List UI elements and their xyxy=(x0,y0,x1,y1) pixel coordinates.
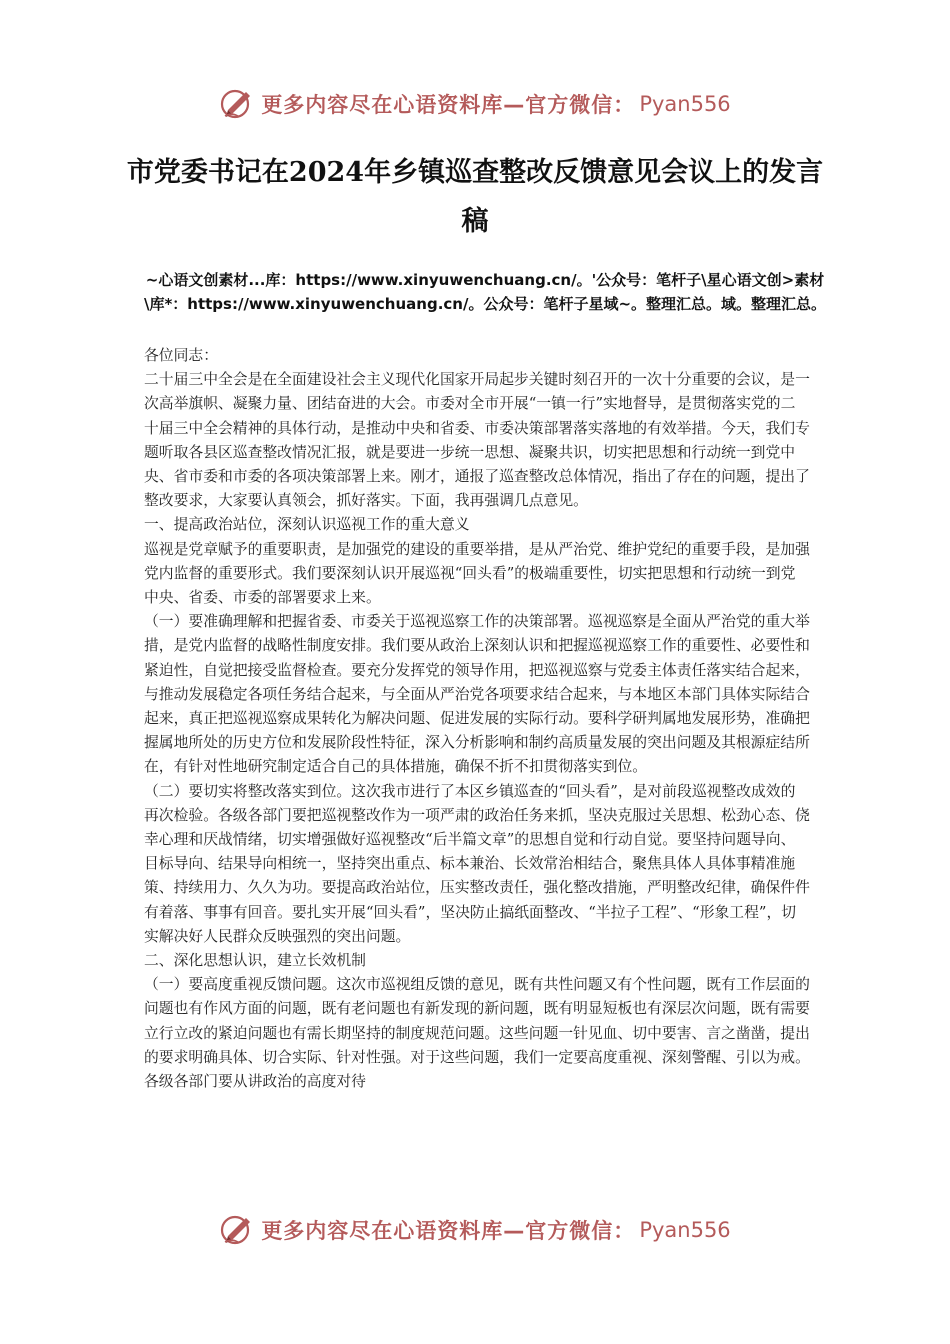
body-paragraph: （一）要高度重视反馈问题。这次市巡视组反馈的意见，既有共性问题又有个性问题，既有工作层面的问题也有作风方面的问题，既有老问题也有新发现的新问题，既有明显短板也有深层次问题，既有需要立行立改的紧迫问题也有需长期坚持的制度规范问题。这些问题一针见血、切中要害、言之凿凿，提出的要求明确具体、切合实际、针对性强。对于这些问题，我们一定要高度重视、深刻警醒、引以为戒。各级各部门要从讲政治的高度对待 xyxy=(144,976,810,1091)
document-source-note: ~心语文创素材...库：https://www.xinyuwenchuang.cn/。'公众号：笔杆子\星心语文创>素材\库*：https://www.xinyuwenchuang.cn/。公众号：笔杆子星域~。整理汇总。域。整理汇总。 xyxy=(143,271,827,313)
footer-banner xyxy=(0,1208,950,1252)
header-banner xyxy=(0,82,950,126)
body-paragraph: （二）要切实将整改落实到位。这次我市进行了本区乡镇巡查的“回头看”，是对前段巡视整改成效的再次检验。各级各部门要把巡视整改作为一项严肃的政治任务来抓，坚决克服过关思想、松劲心态、侥幸心理和厌战情绪，切实增强做好巡视整改“后半篇文章”的思想自觉和行动自觉。要坚持问题导向、目标导向、结果导向相统一，坚持突出重点、标本兼治、长效常治相结合，聚焦具体人具体事精准施策、持续用力、久久为功。要提高政治站位，压实整改责任，强化整改措施，严明整改纪律，确保件件有着落、事事有回音。要扎实开展“回头看”，坚决防止搞纸面整改、“半拉子工程”、“形象工程”，切实解决好人民群众反映强烈的突出问题。 xyxy=(144,782,810,945)
body-paragraph: 二十届三中全会是在全面建设社会主义现代化国家开局起步关键时刻召开的一次十分重要的会议，是一次高举旗帜、凝聚力量、团结奋进的大会。市委对全市开展“一镇一行”实地督导，是贯彻落实党的二十届三中全会精神的具体行动，是推动中央和省委、市委决策部署落实落地的有效举措。今天，我们专题听取各县区巡查整改情况汇报，就是要进一步统一思想、凝聚共识，切实把思想和行动统一到党中央、省市委和市委的各项决策部署上来。刚才，通报了巡查整改总体情况，指出了存在的问题，提出了整改要求，大家要认真领会，抓好落实。下面，我再强调几点意见。 xyxy=(144,371,810,510)
section-heading: 二、深化思想认识，建立长效机制 xyxy=(144,952,366,970)
body-paragraph: 巡视是党章赋予的重要职责，是加强党的建设的重要举措，是从严治党、维护党纪的重要手段，是加强党内监督的重要形式。我们要深刻认识开展巡视“回头看”的极端重要性，切实把思想和行动统一到党中央、省委、市委的部署要求上来。 xyxy=(144,540,810,607)
document-body xyxy=(144,344,810,1094)
section-heading: 一、提高政治站位，深刻认识巡视工作的重大意义 xyxy=(144,516,470,534)
banner-slogan: 更多内容尽在心语资料库—官方微信： xyxy=(261,1219,636,1243)
document-title: 市党委书记在2024年乡镇巡查整改反馈意见会议上的发言稿 xyxy=(126,157,824,237)
body-paragraph: （一）要准确理解和把握省委、市委关于巡视巡察工作的决策部署。巡视巡察是全面从严治党的重大举措，是党内监督的战略性制度安排。我们要从政治上深刻认识和把握巡视巡察工作的重要性、必要性和紧迫性，自觉把接受监督检查。要充分发挥党的领导作用，把巡视巡察与党委主体责任落实结合起来，与推动发展稳定各项任务结合起来，与全面从严治党各项要求结合起来，与本地区本部门具体实际结合起来，真正把巡视巡察成果转化为解决问题、促进发展的实际行动。要科学研判属地发展形势，准确把握属地所处的历史方位和发展阶段性特征，深入分析影响和制约高质量发展的突出问题及其根源症结所在，有针对性地研究制定适合自己的具体措施，确保不折不扣贯彻落实到位。 xyxy=(144,613,810,776)
pen-logo-icon xyxy=(219,86,255,122)
banner-contact-id: Pyan556 xyxy=(639,92,731,116)
pen-logo-icon xyxy=(219,1212,255,1248)
banner-slogan: 更多内容尽在心语资料库—官方微信： xyxy=(261,93,636,117)
banner-contact-id: Pyan556 xyxy=(639,1218,731,1242)
salutation: 各位同志： xyxy=(144,347,218,364)
